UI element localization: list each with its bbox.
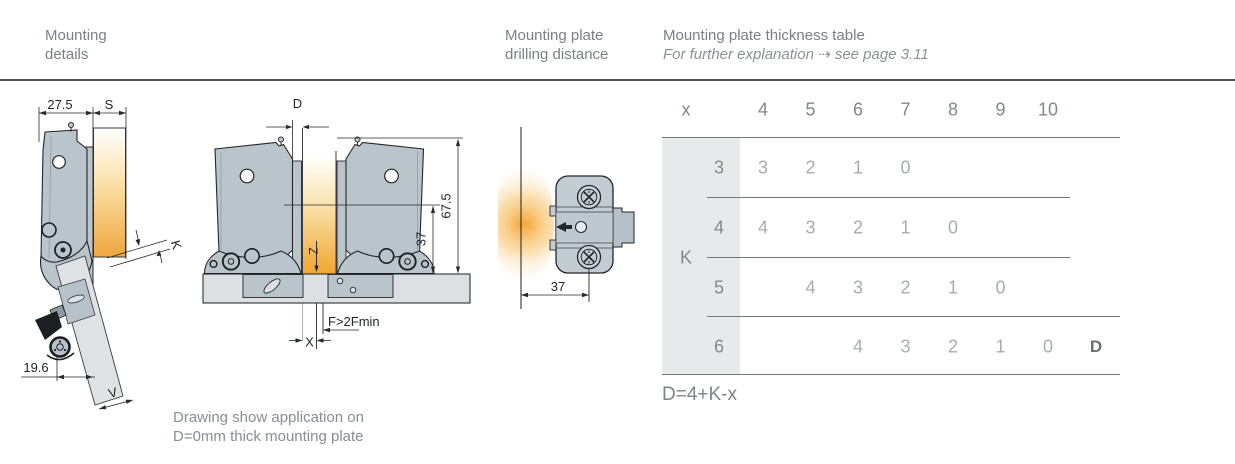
header-title: Mounting plate thickness table	[663, 27, 865, 44]
header-line: drilling distance	[505, 46, 609, 63]
table-row-label: 5	[713, 277, 725, 297]
table-row-label: 6	[713, 336, 725, 357]
table-row-label: 3	[713, 157, 725, 178]
dim-plate-37-label: 37	[550, 279, 566, 294]
table-col-header: 5	[805, 99, 816, 120]
table-col-header: 6	[852, 99, 864, 120]
dim-v-label: V	[106, 384, 119, 402]
table-cell: 0	[900, 157, 911, 178]
table-col-header: 10	[1037, 99, 1059, 120]
header-subtitle: For further explanation ⇢ see page 3.11	[663, 46, 929, 63]
table-col-header: 8	[947, 99, 959, 120]
dim-k-label: K	[167, 238, 185, 251]
dim-f-label: F>2Fmin	[328, 314, 380, 329]
table-cell: 1	[947, 277, 959, 297]
table-cell: 4	[852, 336, 864, 357]
table-cell: 0	[1042, 336, 1054, 357]
table-col-header: 9	[995, 99, 1006, 120]
table-cell: 2	[900, 277, 911, 297]
table-cell: 4	[805, 277, 816, 297]
dim-19-6-label: 19.6	[23, 360, 49, 375]
header-line: Mounting	[45, 27, 107, 44]
table-result-label: D	[1089, 337, 1103, 356]
table-cell: 0	[995, 277, 1006, 297]
table-cell: 1	[852, 157, 864, 178]
table-cell: 1	[900, 217, 911, 237]
header-line: Mounting plate	[505, 27, 604, 44]
dim-s-label: S	[104, 97, 114, 112]
table-cell: 3	[852, 277, 864, 297]
table-cell: 3	[900, 336, 911, 357]
dim-z-label: Z	[306, 247, 320, 255]
table-col-header: 7	[900, 99, 911, 120]
dim-27-5-label: 27.5	[47, 97, 73, 112]
table-cell: 2	[852, 217, 864, 237]
table-cell: 2	[947, 336, 959, 357]
table-cell: 3	[805, 217, 816, 237]
table-col-header: 4	[757, 99, 769, 120]
table-cell: 1	[995, 336, 1006, 357]
caption-line: D=0mm thick mounting plate	[173, 428, 364, 445]
dim-67-5-label: 67.5	[438, 193, 454, 219]
table-cell: 0	[947, 217, 959, 237]
caption-line: Drawing show application on	[173, 409, 364, 426]
table-cell: 2	[805, 157, 816, 178]
table-corner-label: x	[681, 99, 691, 120]
dim-d-label: D	[292, 96, 303, 111]
table-cell: 3	[757, 157, 769, 178]
header-line: details	[45, 46, 89, 63]
formula-text: D=4+K-x	[662, 384, 737, 405]
table-row-label: 4	[713, 217, 725, 237]
table-cell: 4	[757, 217, 769, 237]
dim-37-label: 37	[413, 231, 429, 247]
dim-x-label: X	[305, 334, 314, 350]
table-row-axis-label: K	[679, 247, 693, 268]
